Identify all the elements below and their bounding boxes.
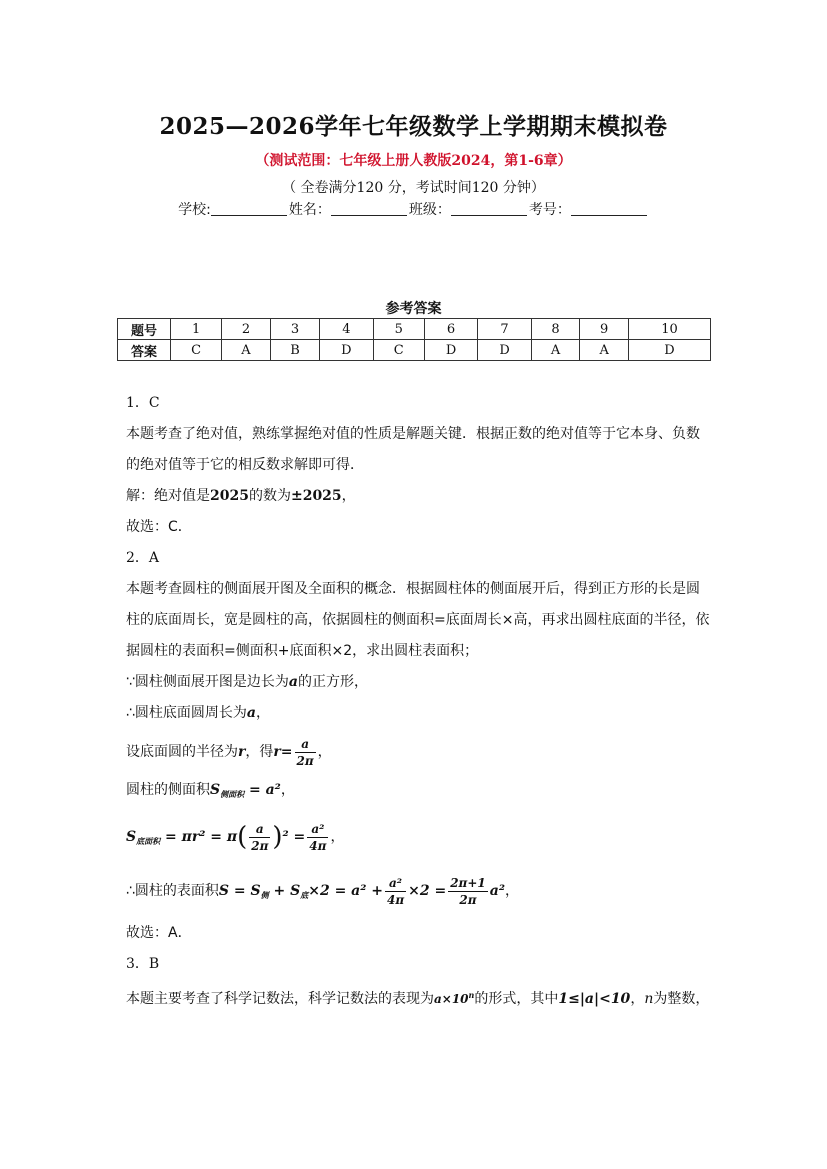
text-span: 的正方形， <box>298 674 368 690</box>
table-cell: 4 <box>320 319 373 340</box>
table-cell: B <box>270 340 319 361</box>
text-span: ，得 <box>245 744 274 760</box>
table-cell: 7 <box>478 319 531 340</box>
math-formula: ×2 = <box>408 883 447 899</box>
math-formula: r <box>273 744 281 760</box>
math-formula: 1≤|a|<10 <box>558 991 631 1007</box>
class-label: 班级： <box>408 202 451 218</box>
question-2-step-5 <box>126 810 710 868</box>
text-span: ， <box>630 991 645 1007</box>
page-title: 2025—2026学年七年级数学上学期期末模拟卷 <box>159 113 668 140</box>
question-2-analysis: 本题考查圆柱的侧面展开图及全面积的概念．根据圆柱体的侧面展开后，得到正方形的长是圆柱的底面周长，宽是圆柱的高，依据圆柱的侧面积=底面周长×高，再求出圆柱底面的半径，依据圆柱的表面积=侧面积+底面积×2，求出圆柱表面积； <box>126 581 710 659</box>
table-cell: C <box>171 340 222 361</box>
text-span: 的数为 <box>248 488 291 504</box>
math-formula: $a\times 10^n$ <box>434 990 475 1006</box>
question-2-step-3: 设底面圆的半径为r，得r= $\frac{a}{2\pi}$ ， <box>126 736 332 768</box>
text-span: ∴圆柱的表面积 <box>126 883 219 899</box>
math-formula: $S_{底面积} = \pi r^2 = \pi$( <box>126 822 248 852</box>
text-span: 圆柱的侧面积 <box>126 782 210 798</box>
table-cell: 5 <box>373 319 424 340</box>
math-fraction: $\frac{\text{a²}}{4\pi}$ <box>386 875 405 907</box>
table-cell: 3 <box>270 319 319 340</box>
question-2-choice: 故选：A． <box>126 925 192 941</box>
math-formula: $S_{侧面积} = a^2$ <box>210 782 281 799</box>
test-scope: （测试范围：七年级上册人教版2024，第1-6章） <box>255 153 572 169</box>
math-formula: a² <box>489 883 505 899</box>
text-span: 的形式，其中 <box>474 991 559 1007</box>
table-cell: D <box>628 340 710 361</box>
math-formula: a <box>288 674 298 690</box>
school-blank <box>211 201 287 216</box>
score-time-note: （ 全卷满分120 分，考试时间120 分钟） <box>282 180 545 196</box>
question-2-heading: 2．A <box>126 550 160 566</box>
question-1-heading: 1．C <box>126 395 160 411</box>
question-3-analysis <box>126 980 710 1015</box>
table-cell: 6 <box>424 319 477 340</box>
text-span: ， <box>504 883 519 899</box>
table-cell: A <box>531 340 580 361</box>
question-1-analysis: 本题考查了绝对值，熟练掌握绝对值的性质是解题关键．根据正数的绝对值等于它本身、负数的绝对值等于它的相反数求解即可得． <box>126 426 700 473</box>
text-span: 本题主要考查了科学记数法，科学记数法的表现为 <box>126 991 434 1007</box>
question-2-step-2 <box>126 698 710 729</box>
answer-table <box>117 318 711 361</box>
name-label: 姓名： <box>288 202 331 218</box>
question-1-solution <box>126 481 710 512</box>
table-cell: 2 <box>222 319 271 340</box>
table-cell: 8 <box>531 319 580 340</box>
table-cell: D <box>478 340 531 361</box>
question-2-step-1 <box>126 667 710 698</box>
exam-number-blank <box>571 201 647 216</box>
math-formula: r <box>238 744 246 760</box>
text-span: ， <box>330 829 345 845</box>
question-3-heading: 3．B <box>126 956 160 972</box>
table-cell: 10 <box>628 319 710 340</box>
question-1-choice: 故选：C． <box>126 519 192 535</box>
math-fraction: $\frac{a}{2\pi}$ <box>296 736 314 768</box>
table-cell: A <box>580 340 629 361</box>
solutions-body <box>126 388 710 1015</box>
class-blank <box>451 201 527 216</box>
answer-table-row-values <box>118 340 711 361</box>
text-span: ， <box>280 782 295 798</box>
table-cell: D <box>320 340 373 361</box>
math-number: 2025 <box>210 488 249 504</box>
text-span: ∵圆柱侧面展开图是边长为 <box>126 674 289 690</box>
math-formula: )² = <box>272 822 306 852</box>
exam-number-label: 考号： <box>528 202 571 218</box>
table-cell: C <box>373 340 424 361</box>
table-cell: A <box>222 340 271 361</box>
math-formula: a <box>246 705 256 721</box>
text-span: ， <box>256 705 270 721</box>
text-span: ， <box>341 488 356 504</box>
question-2-step-4 <box>126 775 710 810</box>
table-cell: 1 <box>171 319 222 340</box>
math-formula: $S = S_侧 + S_底\times 2 = a^2$ + <box>218 883 383 900</box>
math-fraction: $\frac{a}{2\pi}$ <box>251 821 269 853</box>
table-cell: D <box>424 340 477 361</box>
math-fraction: $\frac{\text{a²}}{4\pi}$ <box>309 821 327 853</box>
question-2-step-6 <box>126 868 710 918</box>
text-span: ， <box>317 744 332 760</box>
text-span: 解：绝对值是 <box>126 488 210 504</box>
table-header-question: 题号 <box>118 319 171 340</box>
text-span: 为整数， <box>653 991 710 1007</box>
text-span: 设底面圆的半径为 <box>126 744 238 760</box>
name-blank <box>331 201 407 216</box>
answer-key-title: 参考答案 <box>385 301 442 317</box>
school-label: 学校: <box>178 202 211 218</box>
student-info-line <box>0 199 827 219</box>
answer-table-row-numbers <box>118 319 711 340</box>
table-cell: 9 <box>580 319 629 340</box>
text-span: ∴圆柱底面圆周长为 <box>126 705 247 721</box>
math-formula: n <box>644 991 654 1007</box>
table-header-answer: 答案 <box>118 340 171 361</box>
math-number: ±2025 <box>290 488 342 504</box>
math-fraction: $\frac{2\pi+1}{2\pi}$ <box>450 875 486 907</box>
